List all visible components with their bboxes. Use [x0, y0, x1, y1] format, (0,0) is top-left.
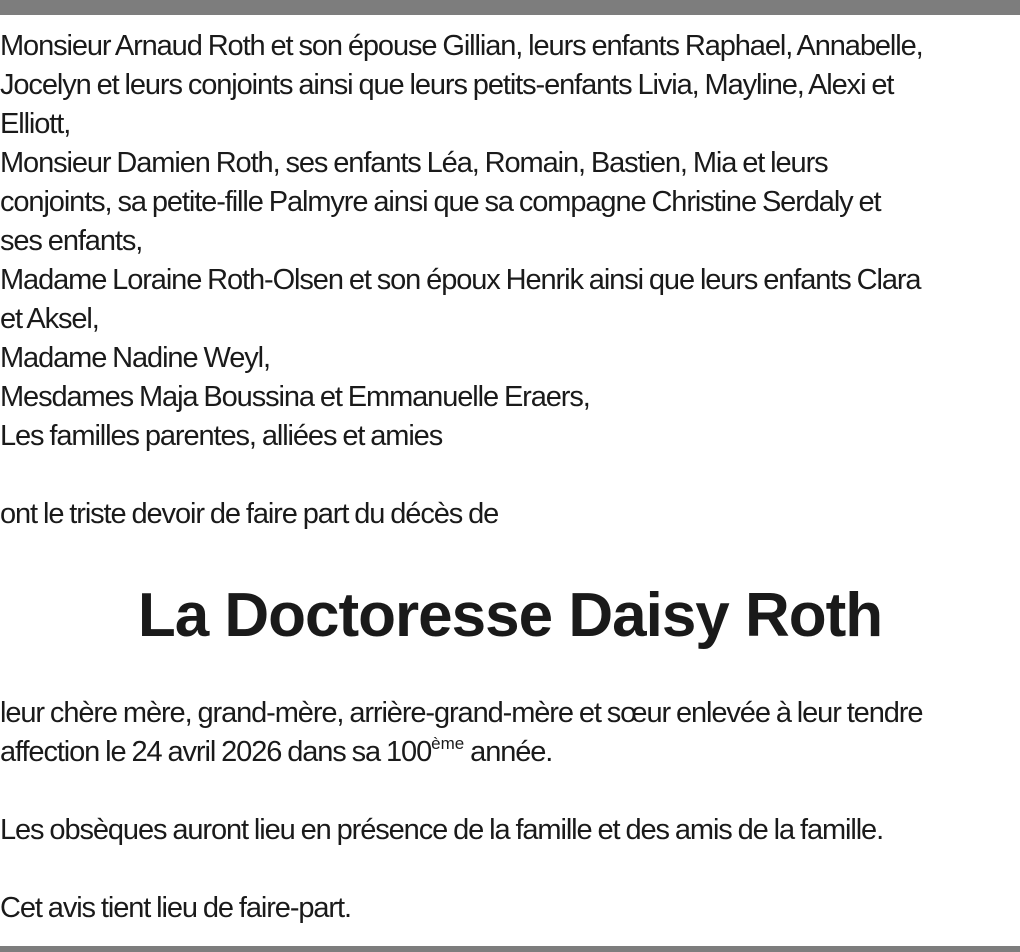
family-line: Madame Nadine Weyl,	[0, 342, 270, 374]
bottom-border-rule	[0, 946, 1020, 952]
family-line: Elliott,	[0, 108, 71, 140]
family-line: Mesdames Maja Boussina et Emmanuelle Eraers,	[0, 381, 590, 413]
spacer	[0, 850, 1020, 889]
family-line: conjoints, sa petite-fille Palmyre ainsi que sa compagne Christine Serdaly et	[0, 186, 881, 218]
top-border-rule	[0, 0, 1020, 15]
funeral-note: Les obsèques auront lieu en présence de la famille et des amis de la famille.	[0, 814, 884, 846]
family-list	[0, 27, 1020, 456]
deceased-name-block	[0, 534, 1020, 694]
family-line: et Aksel,	[0, 303, 99, 335]
details-line	[0, 733, 1020, 772]
spacer	[0, 456, 1020, 495]
obituary-notice	[0, 27, 1020, 928]
family-line: Jocelyn et leurs conjoints ainsi que leurs petits-enfants Livia, Mayline, Alexi et	[0, 69, 894, 101]
details-line-suffix: année.	[464, 736, 553, 768]
family-line: Monsieur Arnaud Roth et son épouse Gillian, leurs enfants Raphael, Annabelle,	[0, 30, 923, 62]
details-line-prefix: affection le 24 avril 2026 dans sa 100	[0, 736, 432, 768]
closing-note: Cet avis tient lieu de faire-part.	[0, 892, 351, 924]
details-paragraph	[0, 694, 1020, 772]
announcement-text: ont le triste devoir de faire part du décès de	[0, 498, 499, 530]
details-line: leur chère mère, grand-mère, arrière-grand-mère et sœur enlevée à leur tendre	[0, 697, 923, 729]
ordinal-superscript: ème	[431, 734, 465, 753]
deceased-name: La Doctoresse Daisy Roth	[137, 580, 883, 650]
family-line: ses enfants,	[0, 225, 143, 257]
family-line: Madame Loraine Roth-Olsen et son époux Henrik ainsi que leurs enfants Clara	[0, 264, 921, 296]
family-line: Monsieur Damien Roth, ses enfants Léa, Romain, Bastien, Mia et leurs	[0, 147, 828, 179]
family-line: Les familles parentes, alliées et amies	[0, 420, 443, 452]
spacer	[0, 772, 1020, 811]
